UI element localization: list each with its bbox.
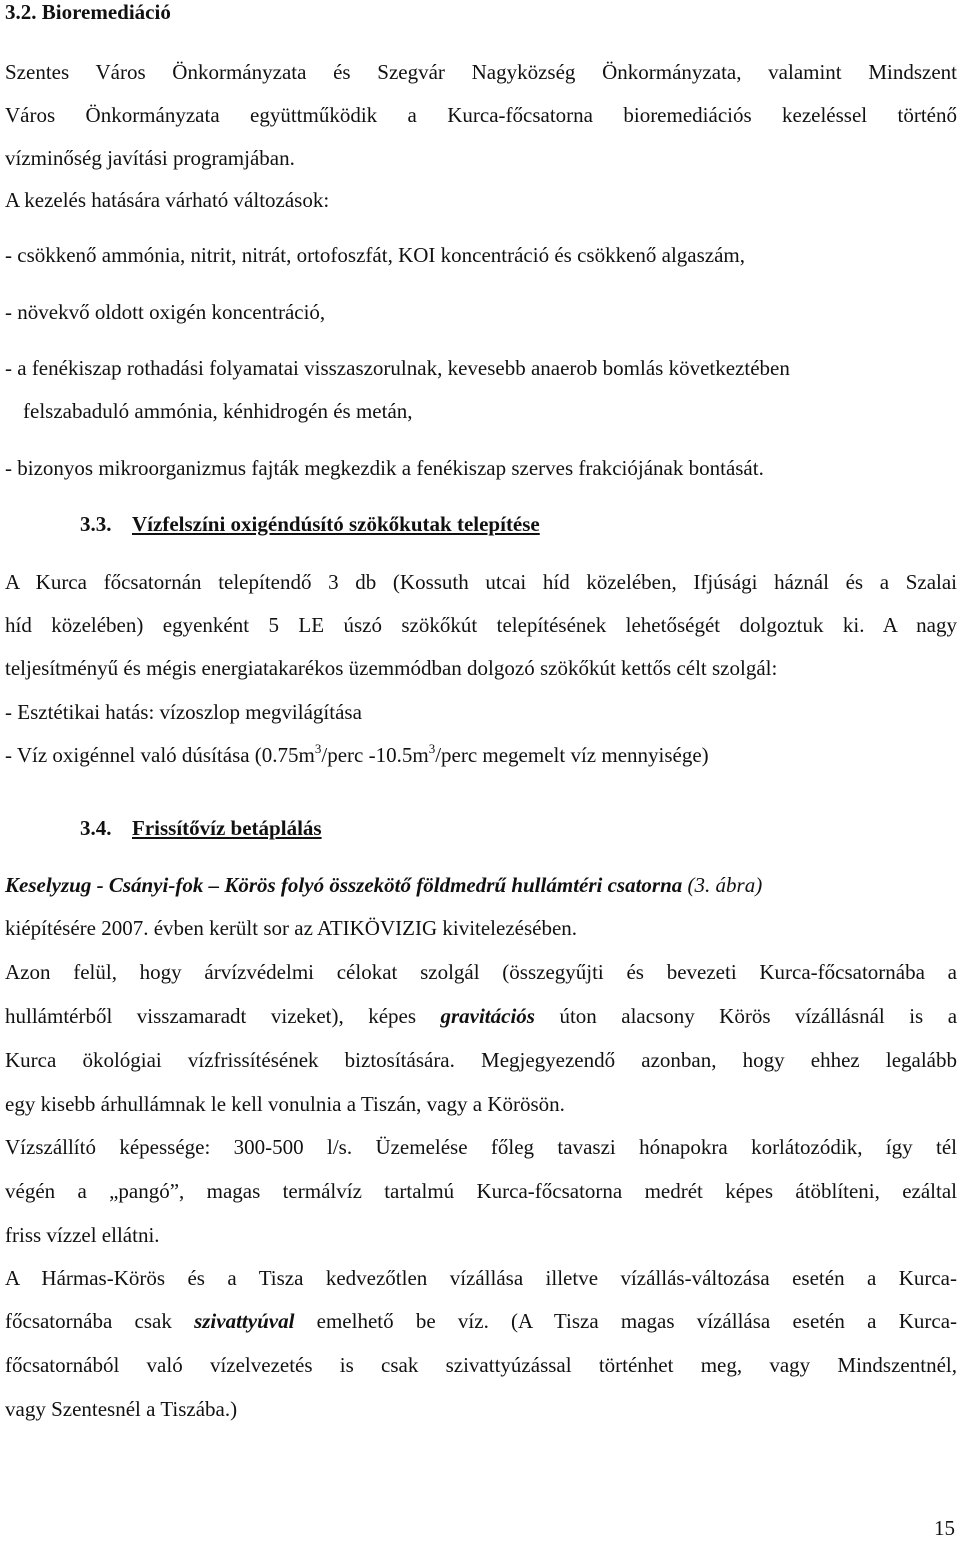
section-heading-3-4 xyxy=(80,815,960,841)
list-item xyxy=(5,742,957,768)
paragraph-line: friss vízzel ellátni. xyxy=(5,1223,160,1247)
section-number: 3.4. xyxy=(80,816,112,840)
text-span: főcsatornába csak xyxy=(5,1309,172,1333)
changes-label: A kezelés hatására várható változások: xyxy=(5,188,330,212)
paragraph-line: vízminőség javítási programjában. xyxy=(5,146,295,170)
paragraph-line xyxy=(5,1308,957,1334)
text-span: emelhető be víz. (A Tisza magas vízállása esetén a Kurca- xyxy=(316,1309,958,1333)
text-span: /perc -10.5m xyxy=(321,743,429,767)
superscript: 3 xyxy=(428,741,436,756)
paragraph-line: főcsatornából való vízelvezetés is csak szivattyúzással történhet meg, vagy Mindszentnél, xyxy=(5,1353,957,1377)
paragraph-line: A Hármas-Körös és a Tisza kedvezőtlen vízállása illetve vízállás-változása esetén a Kurca- xyxy=(5,1266,957,1290)
paragraph-line: vagy Szentesnél a Tiszába.) xyxy=(5,1397,238,1421)
paragraph-line: Kurca ökológiai vízfrissítésének biztosítására. Megjegyezendő azonban, hogy ehhez legalább xyxy=(5,1048,957,1072)
superscript: 3 xyxy=(314,741,322,756)
section-heading-3-2: 3.2. Bioremediáció xyxy=(5,0,171,24)
text-span: hullámtérből visszamaradt vizeket), képes xyxy=(5,1004,417,1028)
canal-name: Keselyzug - Csányi-fok – Körös folyó összekötő földmedrű hullámtéri csatorna xyxy=(5,873,683,897)
emphasis-gravitacios: gravitációs xyxy=(440,1004,535,1028)
paragraph-line: egy kisebb árhullámnak le kell vonulnia a Tiszán, vagy a Körösön. xyxy=(5,1092,565,1116)
list-item: - bizonyos mikroorganizmus fajták megkezdik a fenékiszap szerves frakciójának bontását. xyxy=(5,456,764,480)
section-title: Frissítővíz betáplálás xyxy=(132,816,322,840)
section-heading-3-3 xyxy=(80,511,960,537)
paragraph-line: teljesítményű és mégis energiatakarékos üzemmódban dolgozó szökőkút kettős célt szolgál: xyxy=(5,656,778,680)
paragraph-line xyxy=(5,1003,957,1029)
page-number: 15 xyxy=(934,1516,955,1540)
list-item: - csökkenő ammónia, nitrit, nitrát, ortofoszfát, KOI koncentráció és csökkenő algaszám, xyxy=(5,243,746,267)
paragraph-line: Város Önkormányzata együttműködik a Kurca-főcsatorna bioremediációs kezeléssel történő xyxy=(5,103,957,127)
paragraph-line xyxy=(5,872,957,898)
section-title: Vízfelszíni oxigéndúsító szökőkutak telepítése xyxy=(132,512,540,536)
list-item-continuation: felszabaduló ammónia, kénhidrogén és metán, xyxy=(23,399,413,423)
text-span: úton alacsony Körös vízállásnál is a xyxy=(559,1004,958,1028)
paragraph-line: Vízszállító képessége: 300-500 l/s. Üzemelése főleg tavaszi hónapokra korlátozódik, így tél xyxy=(5,1135,957,1159)
text-span: /perc megemelt víz mennyisége) xyxy=(435,743,709,767)
emphasis-szivattyuval: szivattyúval xyxy=(194,1309,295,1333)
paragraph-line: A Kurca főcsatornán telepítendő 3 db (Kossuth utcai híd közelében, Ifjúsági háznál és a Szalai xyxy=(5,570,957,594)
text-span: - Víz oxigénnel való dúsítása (0.75m xyxy=(5,743,315,767)
paragraph-line: kiépítésére 2007. évben került sor az ATIKÖVIZIG kivitelezésében. xyxy=(5,916,578,940)
list-item: - a fenékiszap rothadási folyamatai visszaszorulnak, kevesebb anaerob bomlás következtében xyxy=(5,356,790,380)
paragraph-line: Azon felül, hogy árvízvédelmi célokat szolgál (összegyűjti és bevezeti Kurca-főcsatornába a xyxy=(5,960,957,984)
list-item: - Esztétikai hatás: vízoszlop megvilágítása xyxy=(5,700,362,724)
paragraph-line: végén a „pangó”, magas termálvíz tartalmú Kurca-főcsatorna medrét képes átöblíteni, ezáltal xyxy=(5,1179,957,1203)
figure-reference: (3. ábra) xyxy=(687,873,763,897)
section-number: 3.3. xyxy=(80,512,112,536)
paragraph-line: híd közelében) egyenként 5 LE úszó szökőkút telepítésének lehetőségét dolgoztuk ki. A nagy xyxy=(5,613,957,637)
list-item: - növekvő oldott oxigén koncentráció, xyxy=(5,300,326,324)
paragraph-line: Szentes Város Önkormányzata és Szegvár Nagyközség Önkormányzata, valamint Mindszent xyxy=(5,60,957,84)
